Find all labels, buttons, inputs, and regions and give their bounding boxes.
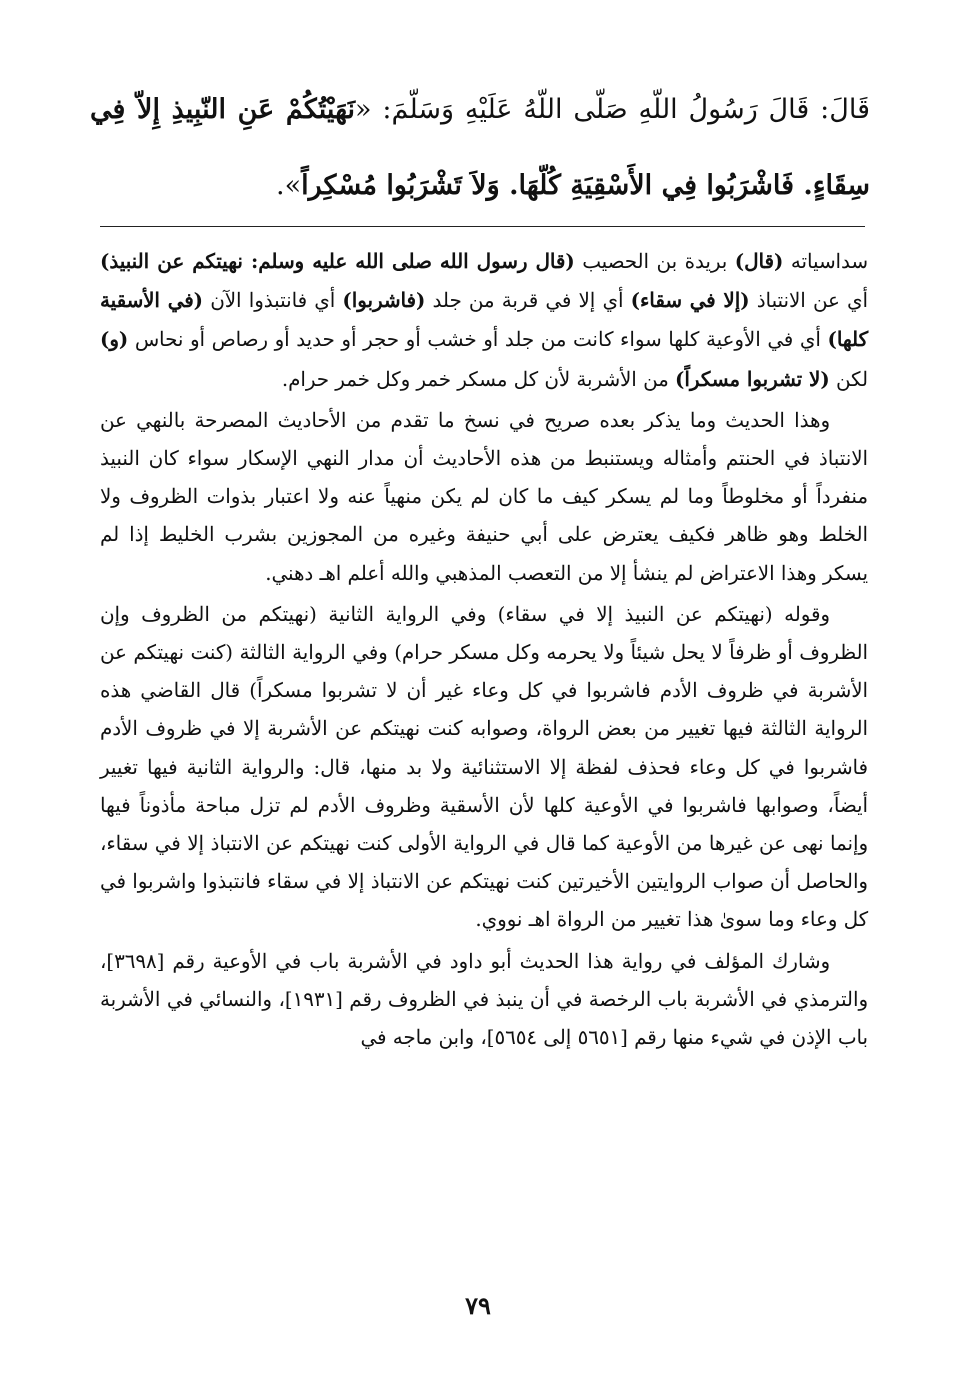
commentary-paragraph-4: وشارك المؤلف في رواية هذا الحديث أبو داود في الأشربة باب في الأوعية رقم [٣٦٩٨]، والترمذي في الأشربة باب الرخصة في أن ينبذ في الظروف رقم [١٩٣١]، والنسائي في الأشربة باب الإذن في شيء منها رقم [٥٦٥١ إلى ٥٦٥٤]، وابن ماجه في bbox=[100, 949, 869, 1050]
commentary-paragraph-1 bbox=[100, 242, 868, 399]
quoted-term: (في الأسقية كلها) bbox=[100, 288, 868, 352]
text: سداسياته bbox=[783, 250, 868, 273]
commentary bbox=[100, 242, 868, 1060]
quoted-term: (قال) bbox=[734, 249, 784, 273]
commentary-paragraph-2: وهذا الحديث وما يذكر بعده صريح في نسخ ما تقدم من الأحاديث المصرحة بالنهي عن الانتباذ في الحنتم وأمثاله ويستنبط من هذه الأحاديث أن مدار النهي الإسكار سواء كان النبيذ منفرداً أو مخلوطاً وما لم يسكر كيف ما كان لم يكن منهياً عنه ولا اعتبار بذوات الظروف ولا الخلط وهو ظاهر فكيف يعترض على أبي حنيفة وغيره من المجوزين بشرب الخليط إذا لم يسكر وهذا الاعتراض لم ينشأ إلا من التعصب المذهبي والله أعلم اهـ دهني. bbox=[100, 408, 868, 585]
text: من الأشربة لأن كل مسكر خمر وكل خمر حرام. bbox=[281, 367, 676, 391]
hadith-quote: نَهَيْتُكُمْ عَنِ النّبِيذِ إِلاّ فِي سِقَاءٍ. فَاشْرَبُوا فِي الأَسْقِيَةِ كُلّهَا. وَلاَ تَشْرَبُوا مُسْكِراً bbox=[90, 94, 870, 201]
text: أي في الأوعية كلها سواء كانت من جلد أو خشب أو حجر أو حديد أو رصاص أو نحاس bbox=[128, 328, 828, 352]
page-number: ٧٩ bbox=[465, 1291, 491, 1320]
quoted-term: (لا تشربوا مسكراً) bbox=[675, 366, 830, 391]
separator-line bbox=[100, 226, 865, 227]
quoted-term: (إلا في سقاء) bbox=[630, 288, 750, 313]
text: بريدة بن الحصيب bbox=[574, 250, 735, 273]
hadith-prefix: قَالَ: قَالَ رَسُولُ اللّهِ صَلّى اللّهُ عَلَيْهِ وَسَلّمَ: « bbox=[355, 94, 870, 125]
commentary-paragraph-3: وقوله (نهيتكم عن النبيذ إلا في سقاء) وفي الرواية الثانية (نهيتكم من الظروف وإن الظروف أو ظرفاً لا يحل شيئاً ولا يحرمه وكل مسكر حرام) وفي الرواية الثالثة (كنت نهيتكم عن الأشربة في ظروف الأدم فاشربوا في كل وعاء غير أن لا تشربوا مسكراً) قال القاضي هذه الرواية الثالثة فيها تغيير من بعض الرواة، وصوابه كنت نهيتكم عن الأشربة إلا في ظروف الأدم فاشربوا في كل وعاء فحذف لفظة إلا الاستثنائية ولا بد منها، قال: والرواية الثانية فيها تغيير أيضاً، وصوابها فاشربوا في الأوعية كلها لأن الأسقية وظروف الأدم لم تزل مباحة مأذوناً فيها وإنما نهى عن غيرها من الأوعية كما قال في الرواية الأولى كنت نهيتكم عن الانتباذ إلا في سقاء، والحاصل أن صواب الروايتين الأخيرتين كنت نهيتكم عن الانتباذ إلا في سقاء فانتبذوا واشربوا في كل وعاء وما سوىٰ هذا تغيير من الرواة اهـ نووي. bbox=[100, 602, 868, 932]
quoted-term: (و) bbox=[100, 327, 129, 352]
hadith-suffix: ». bbox=[276, 170, 302, 201]
quoted-term: (فاشربوا) bbox=[342, 288, 426, 313]
hadith-paragraph bbox=[90, 72, 870, 224]
text: أي فانتبذوا الآن bbox=[203, 289, 343, 313]
text: أي إلا في قربة من جلد bbox=[425, 289, 631, 313]
quoted-term: (قال رسول الله صلى الله عليه وسلم: نهيتكم عن النبيذ) bbox=[100, 249, 575, 273]
text: لكن bbox=[829, 367, 868, 391]
text: أي عن الانتباذ bbox=[749, 289, 869, 313]
hadith-text bbox=[90, 72, 870, 224]
